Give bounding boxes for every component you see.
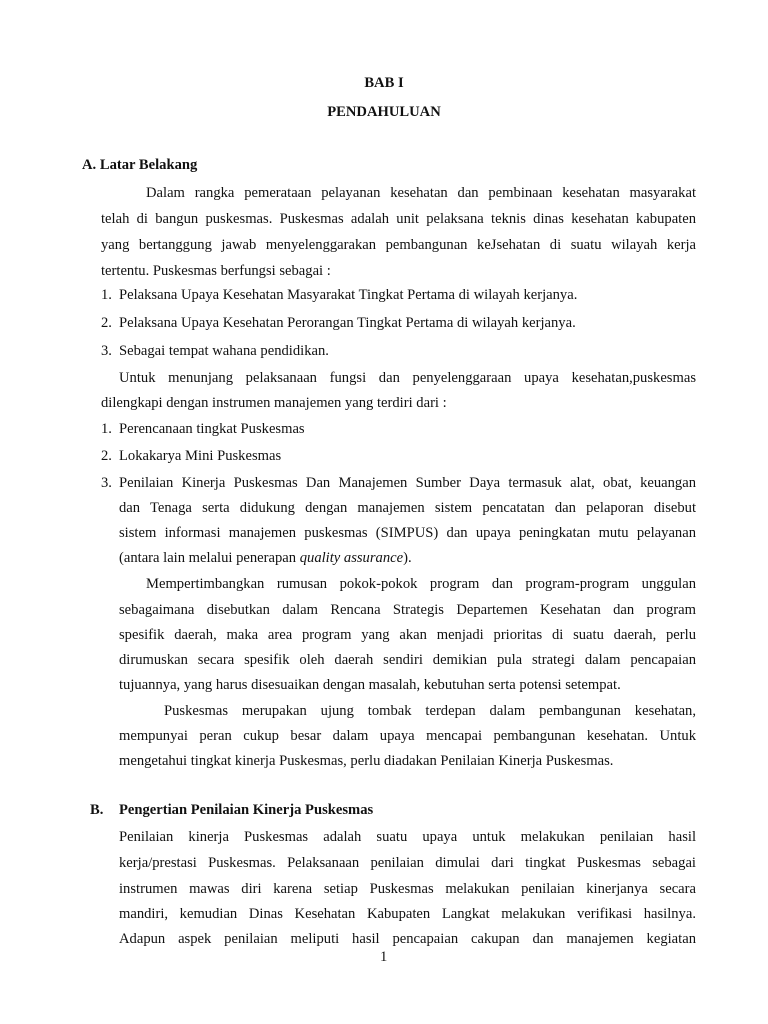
page-number: 1 xyxy=(380,949,388,965)
paragraph-line: Untuk menunjang pelaksanaan fungsi dan penyelenggaraan upaya kesehatan,puskesmas xyxy=(119,370,696,386)
chapter-title: PENDAHULUAN xyxy=(327,104,441,120)
list-item: Lokakarya Mini Puskesmas xyxy=(119,448,282,464)
italic-term: quality assurance xyxy=(299,550,404,566)
list-item: Sebagai tempat wahana pendidikan. xyxy=(119,343,329,359)
paragraph-line: Adapun aspek penilaian meliputi hasil pencapaian cakupan dan manajemen kegiatan xyxy=(119,931,696,947)
paragraph-line: telah di bangun puskesmas. Puskesmas adalah unit pelaksana teknis dinas kesehatan kabupaten xyxy=(101,211,696,227)
list-item-continuation: sistem informasi manajemen puskesmas (SIMPUS) dan upaya peningkatan mutu pelayanan xyxy=(119,525,696,541)
paragraph-line: Penilaian kinerja Puskesmas adalah suatu upaya untuk melakukan penilaian hasil xyxy=(119,829,696,845)
paragraph-line: dirumuskan secara spesifik oleh daerah sendiri demikian pula strategi dalam pencapaian xyxy=(119,652,696,668)
paragraph-line: mandiri, kemudian Dinas Kesehatan Kabupaten Langkat melakukan verifikasi hasilnya. xyxy=(119,906,696,922)
paragraph-line: sebagaimana disebutkan dalam Rencana Strategis Departemen Kesehatan dan program xyxy=(119,602,696,618)
text-run: ). xyxy=(403,550,412,566)
paragraph-line: mempunyai peran cukup besar dalam upaya mencapai pembangunan kesehatan. Untuk xyxy=(119,728,696,744)
list-number: 1. xyxy=(101,287,112,303)
paragraph-line: Dalam rangka pemerataan pelayanan kesehatan dan pembinaan kesehatan masyarakat xyxy=(146,185,696,201)
list-item: Pelaksana Upaya Kesehatan Masyarakat Tingkat Pertama di wilayah kerjanya. xyxy=(119,287,578,303)
paragraph-line: instrumen mawas diri karena setiap Puskesmas melakukan penilaian kinerjanya secara xyxy=(119,881,696,897)
text-run: (antara lain melalui penerapan xyxy=(119,550,300,566)
paragraph-line: tujuannya, yang harus disesuaikan dengan masalah, kebutuhan serta potensi setempat. xyxy=(119,677,621,693)
paragraph-line: dilengkapi dengan instrumen manajemen yang terdiri dari : xyxy=(101,395,447,411)
chapter-number: BAB I xyxy=(364,75,404,91)
list-item: Pelaksana Upaya Kesehatan Perorangan Tingkat Pertama di wilayah kerjanya. xyxy=(119,315,576,331)
list-number: 2. xyxy=(101,448,112,464)
paragraph-line: tertentu. Puskesmas berfungsi sebagai : xyxy=(101,263,331,279)
section-b-letter: B. xyxy=(90,802,104,818)
paragraph-line: Mempertimbangkan rumusan pokok-pokok program dan program-program unggulan xyxy=(146,576,696,592)
list-number: 2. xyxy=(101,315,112,331)
paragraph-line: yang bertanggung jawab menyelenggarakan pembangunan keJsehatan di suatu wilayah kerja xyxy=(101,237,696,253)
list-number: 3. xyxy=(101,475,112,491)
list-item: Penilaian Kinerja Puskesmas Dan Manajemen Sumber Daya termasuk alat, obat, keuangan xyxy=(119,475,696,491)
section-b-heading: Pengertian Penilaian Kinerja Puskesmas xyxy=(119,802,374,818)
section-a-heading: A. Latar Belakang xyxy=(82,157,198,173)
paragraph-line: mengetahui tingkat kinerja Puskesmas, perlu diadakan Penilaian Kinerja Puskesmas. xyxy=(119,753,614,769)
list-number: 1. xyxy=(101,421,112,437)
list-number: 3. xyxy=(101,343,112,359)
paragraph-line: Puskesmas merupakan ujung tombak terdepan dalam pembangunan kesehatan, xyxy=(164,703,696,719)
list-item-continuation: dan Tenaga serta didukung dengan manajemen sistem pencatatan dan pelaporan disebut xyxy=(119,500,696,516)
list-item-continuation xyxy=(119,550,412,567)
list-item: Perencanaan tingkat Puskesmas xyxy=(119,421,305,437)
paragraph-line: kerja/prestasi Puskesmas. Pelaksanaan penilaian dimulai dari tingkat Puskesmas sebagai xyxy=(119,855,696,871)
paragraph-line: spesifik daerah, maka area program yang akan menjadi prioritas di suatu daerah, perlu xyxy=(119,627,696,643)
